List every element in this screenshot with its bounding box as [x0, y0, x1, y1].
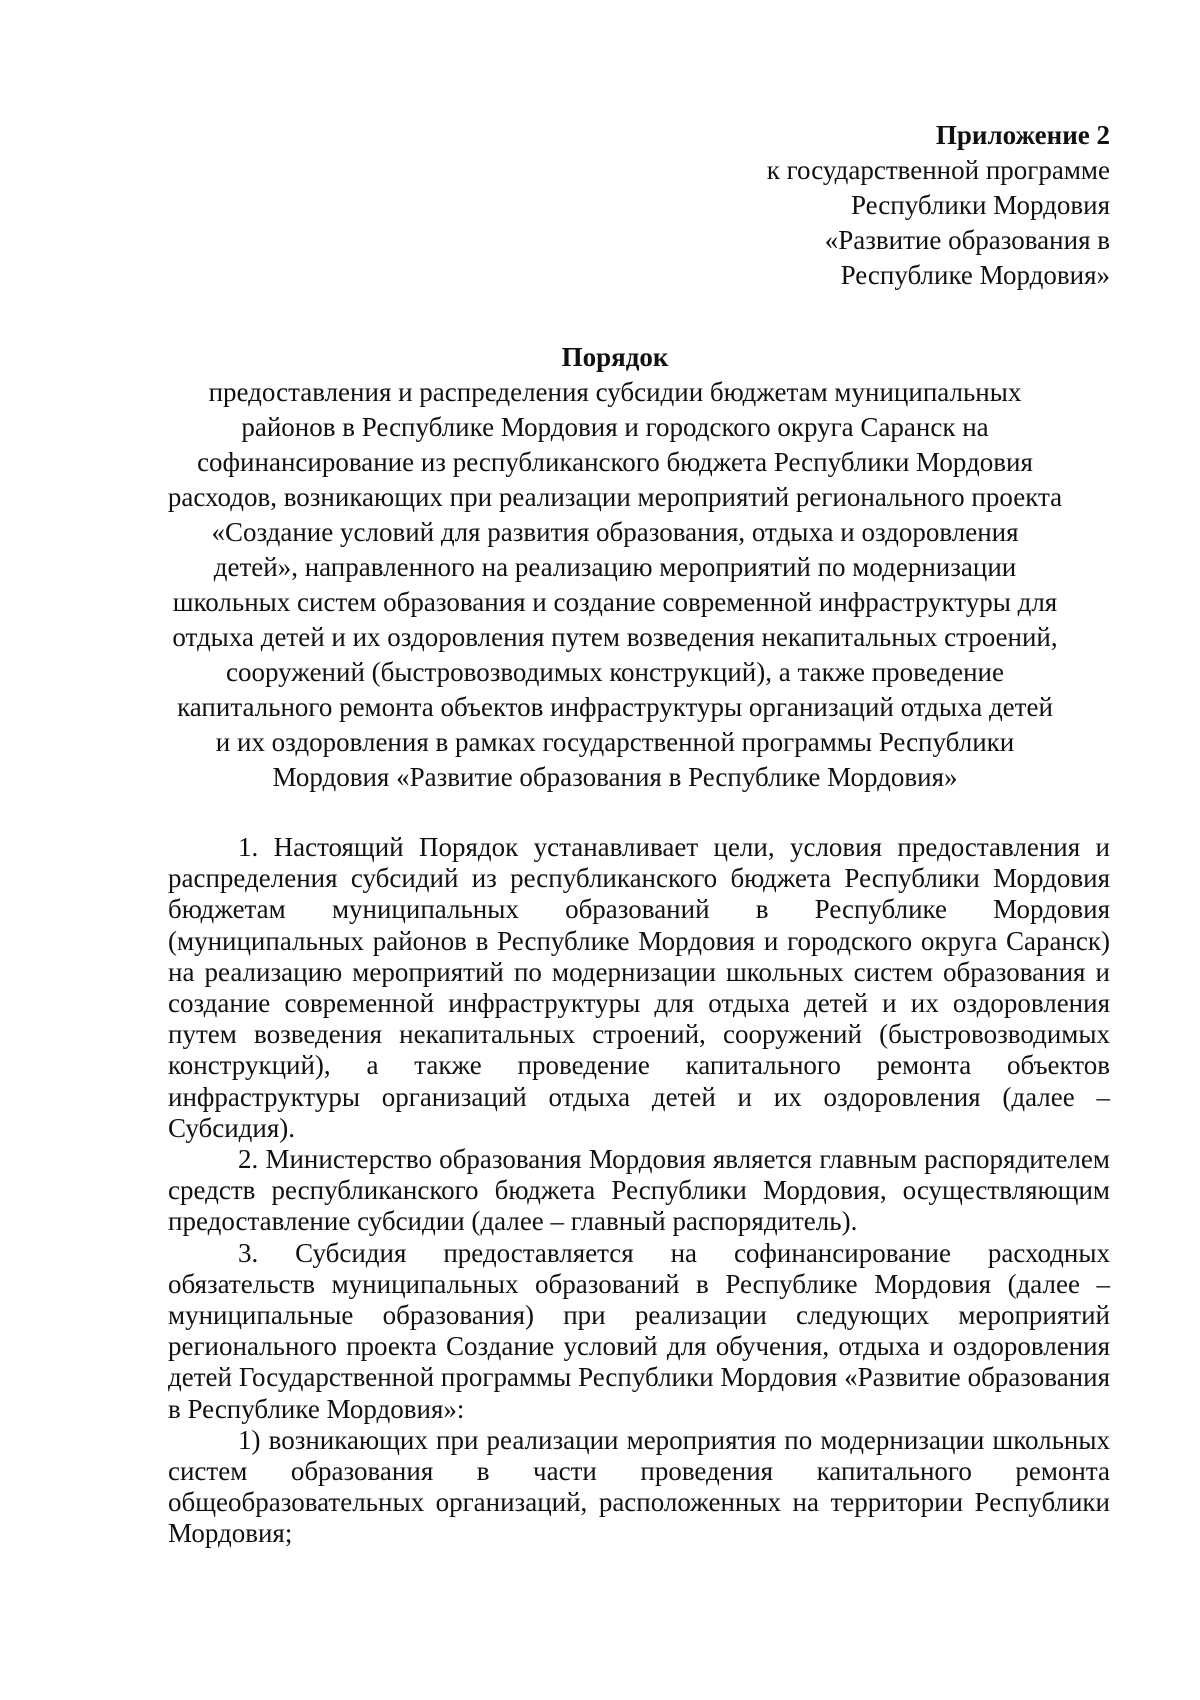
order-subtitle-line: капитального ремонта объектов инфраструктуры организаций отдыха детей	[177, 692, 1053, 722]
paragraph-3: 3. Субсидия предоставляется на софинансирование расходных обязательств муниципальных образований в Республике Мордовия (далее – муниципальные образования) при реализации следующих мероприятий регионального проекта Создание условий для обучения, отдыха и оздоровления детей Государственной программы Республики Мордовия «Развитие образования в Республике Мордовия»:	[168, 1237, 1110, 1424]
appendix-line: «Развитие образования в	[824, 225, 1110, 255]
order-subtitle-line: районов в Республике Мордовия и городского округа Саранск на	[241, 412, 989, 442]
order-subtitle-line: школьных систем образования и создание современной инфраструктуры для	[172, 587, 1058, 617]
document-body	[168, 832, 1110, 1550]
order-subtitle-line: и их оздоровления в рамках государственной программы Республики	[215, 727, 1015, 757]
appendix-line: Республики Мордовия	[850, 190, 1110, 220]
paragraph-3-item-1: 1) возникающих при реализации мероприятия по модернизации школьных систем образования в части проведения капитального ремонта общеобразовательных организаций, расположенных на территории Республики Мордовия;	[168, 1424, 1110, 1549]
order-subtitle-line: «Создание условий для развития образования, отдыха и оздоровления	[211, 517, 1019, 547]
order-subtitle-line: предоставления и распределения субсидии бюджетам муниципальных	[208, 377, 1022, 407]
order-subtitle-line: отдыха детей и их оздоровления путем возведения некапитальных строений,	[172, 622, 1058, 652]
appendix-title: Приложение 2	[935, 120, 1110, 150]
appendix-line: к государственной программе	[766, 155, 1110, 185]
order-subtitle-line: детей», направленного на реализацию мероприятий по модернизации	[213, 552, 1017, 582]
order-subtitle-line: Мордовия «Развитие образования в Республике Мордовия»	[272, 762, 958, 792]
order-subtitle-line: софинансирование из республиканского бюджета Республики Мордовия	[197, 447, 1033, 477]
order-title: Порядок	[561, 342, 669, 372]
paragraph-1: 1. Настоящий Порядок устанавливает цели, условия предоставления и распределения субсидий из республиканского бюджета Республики Мордовия бюджетам муниципальных образований в Республике Мордовия (муниципальных районов в Республике Мордовия и городского округа Саранск) на реализацию мероприятий по модернизации школьных систем образования и создание современной инфраструктуры для отдыха детей и их оздоровления путем возведения некапитальных строений, сооружений (быстровозводимых конструкций), а также проведение капитального ремонта объектов инфраструктуры организаций отдыха детей и их оздоровления (далее – Субсидия).	[168, 832, 1110, 1143]
appendix-line: Республике Мордовия»	[840, 260, 1110, 290]
appendix-header	[767, 118, 1110, 293]
paragraph-2: 2. Министерство образования Мордовия является главным распорядителем средств республиканского бюджета Республики Мордовия, осуществляющим предоставление субсидии (далее – главный распорядитель).	[168, 1144, 1110, 1237]
order-heading	[150, 340, 1080, 795]
order-subtitle-line: сооружений (быстровозводимых конструкций), а также проведение	[226, 657, 1004, 687]
order-subtitle-line: расходов, возникающих при реализации мероприятий регионального проекта	[167, 482, 1063, 512]
